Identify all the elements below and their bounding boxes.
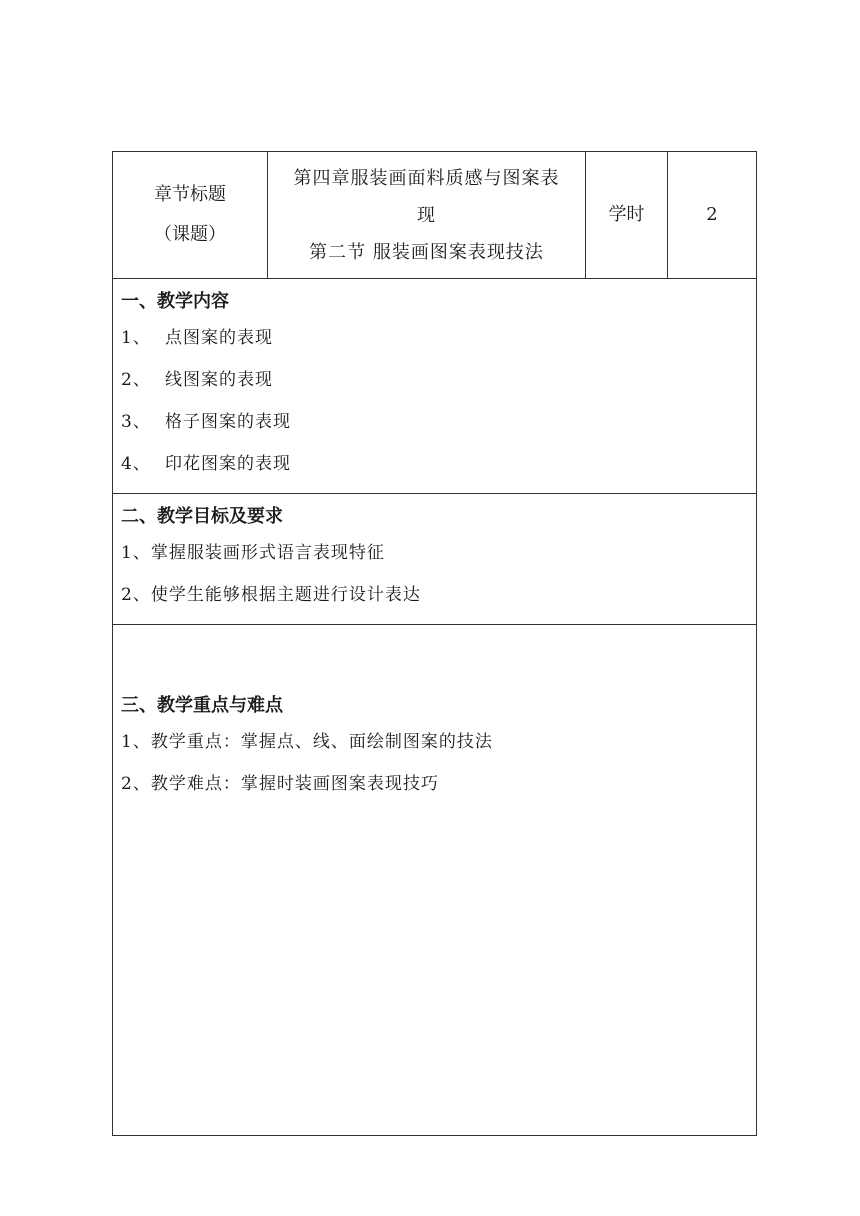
hours-value-cell xyxy=(668,152,757,279)
chapter-label-cell xyxy=(113,152,268,279)
key-points-row xyxy=(113,625,757,1136)
list-item: 2、教学难点：掌握时装画图案表现技巧 xyxy=(121,774,439,794)
hours-label-cell xyxy=(586,152,668,279)
teaching-content-heading: 一、教学内容 xyxy=(121,291,229,312)
teaching-goals-row xyxy=(113,494,757,625)
key-points-heading: 三、教学重点与难点 xyxy=(121,695,283,716)
section-title-line: 第二节 服装画图案表现技法 xyxy=(309,241,544,263)
list-item: 2、 线图案的表现 xyxy=(121,370,273,390)
chapter-title-line1: 第四章服装画面料质感与图案表 xyxy=(293,167,560,189)
list-item: 1、 点图案的表现 xyxy=(121,328,273,348)
list-item: 1、掌握服装画形式语言表现特征 xyxy=(121,543,385,563)
list-item: 3、 格子图案的表现 xyxy=(121,412,291,432)
list-item: 1、教学重点：掌握点、线、面绘制图案的技法 xyxy=(121,732,493,752)
hours-value: 2 xyxy=(706,204,718,225)
teaching-content-cell xyxy=(113,279,757,494)
chapter-label-line1: 章节标题 xyxy=(154,184,226,205)
chapter-title-cell xyxy=(268,152,586,279)
chapter-title-line2: 现 xyxy=(417,204,436,226)
lesson-plan-table xyxy=(112,151,757,1136)
list-item: 4、 印花图案的表现 xyxy=(121,454,291,474)
teaching-goals-cell xyxy=(113,494,757,625)
hours-label: 学时 xyxy=(608,204,645,225)
header-row xyxy=(113,152,757,279)
chapter-label-line2: （课题） xyxy=(154,224,226,245)
key-points-cell xyxy=(113,625,757,1136)
teaching-goals-heading: 二、教学目标及要求 xyxy=(121,506,283,527)
list-item: 2、使学生能够根据主题进行设计表达 xyxy=(121,585,421,605)
teaching-content-row xyxy=(113,279,757,494)
